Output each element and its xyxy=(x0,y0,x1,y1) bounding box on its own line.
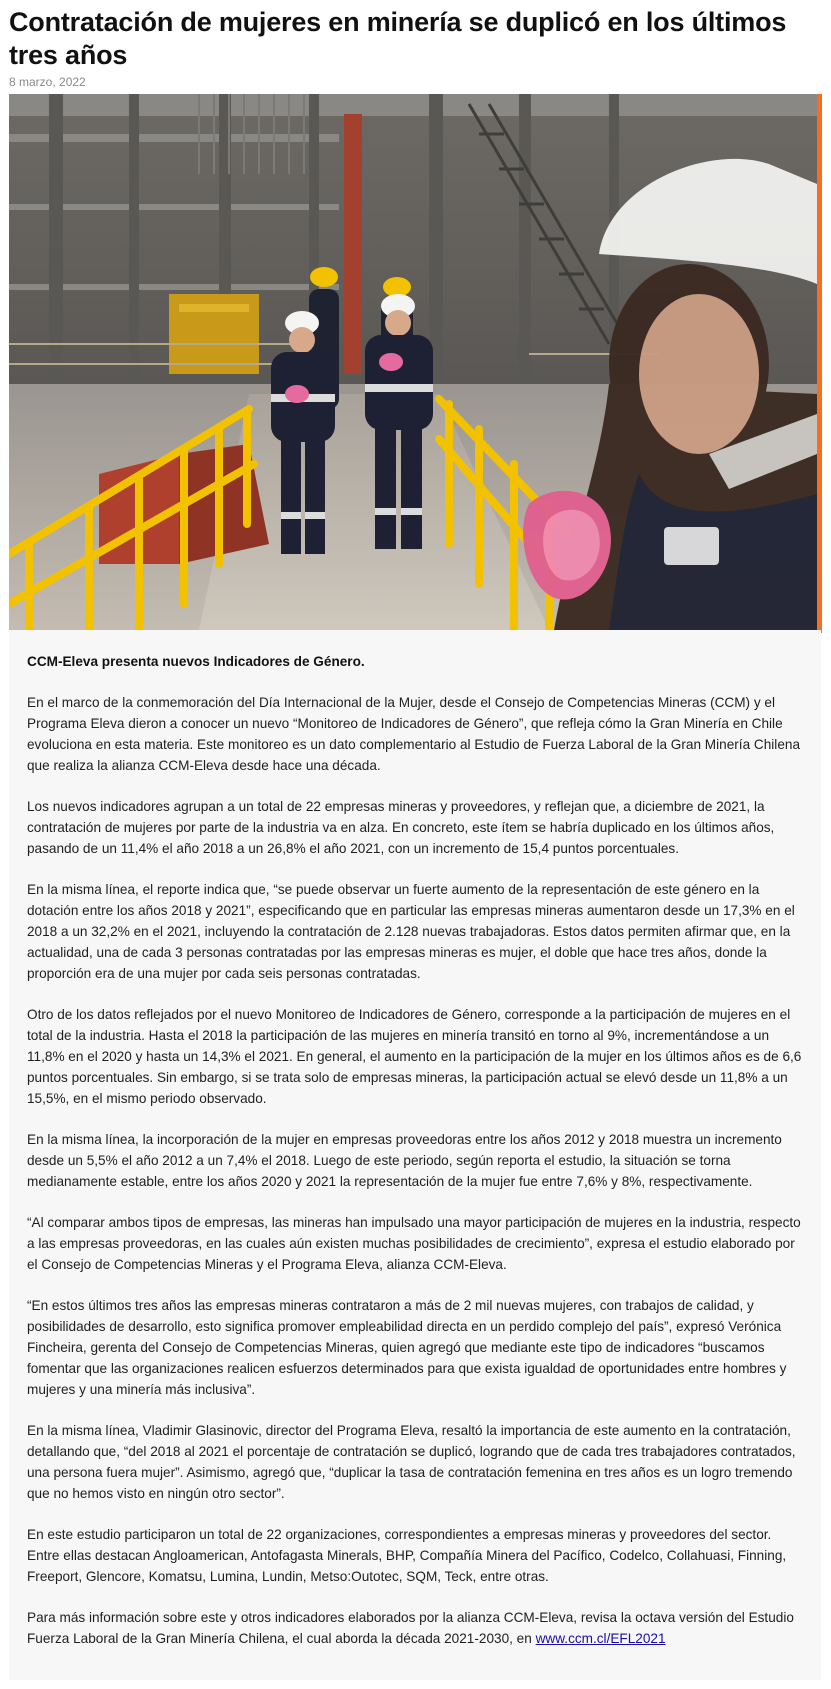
article-lead: CCM-Eleva presenta nuevos Indicadores de Género. xyxy=(27,654,365,669)
article-closing-paragraph xyxy=(27,1607,803,1649)
hero-accent-bar xyxy=(817,94,822,633)
article-paragraph: “En estos últimos tres años las empresas mineras contrataron a más de 2 mil nuevas mujeres, con trabajos de calidad, y posibilidades de desarrollo, esto significa promover empleabilidad directa en un perdido complejo del país”, expresó Verónica Fincheira, gerenta del Consejo de Competencias Mineras, quien agregó que mediante este tipo de indicadores “buscamos fomentar que las organizaciones realicen esfuerzos determinados para que exista igualdad de oportunidades entre hombres y mujeres y una minería más inclusiva”. xyxy=(27,1298,787,1397)
efl2021-link[interactable]: www.ccm.cl/EFL2021 xyxy=(535,1631,666,1646)
hero-illustration xyxy=(9,94,817,630)
article-paragraph: En la misma línea, el reporte indica que, “se puede observar un fuerte aumento de la representación de este género en la dotación entre los años 2018 y 2021”, especificando que en particular las empresas mineras aumentaron desde un 17,3% en el 2018 a un 32,2% en el 2021, incluyendo la contratación de 2.128 nuevas trabajadoras. Estos datos permiten afirmar que, en la actualidad, una de cada 3 personas contratadas por las empresas mineras es mujer, el doble que hace tres años, donde la proporción era de una mujer por cada seis personas contratadas. xyxy=(27,882,795,981)
article-paragraph: “Al comparar ambos tipos de empresas, las mineras han impulsado una mayor participación de mujeres en la industria, respecto a las empresas proveedoras, en las cuales aún existen muchas posibilidades de crecimiento”, expresa el estudio elaborado por el Consejo de Competencias Mineras y el Programa Eleva, alianza CCM-Eleva. xyxy=(27,1215,801,1272)
article-paragraph: En la misma línea, Vladimir Glasinovic, director del Programa Eleva, resaltó la importancia de este aumento en la contratación, detallando que, “del 2018 al 2021 el porcentaje de contratación se duplicó, logrando que de cada tres trabajadores contratados, una persona fuera mujer”. Asimismo, agregó que, “duplicar la tasa de contratación femenina en tres años es un logro tremendo que no hemos visto en ningún otro sector”. xyxy=(27,1423,796,1501)
article-paragraph: En el marco de la conmemoración del Día Internacional de la Mujer, desde el Consejo de Competencias Mineras (CCM) y el Programa Eleva dieron a conocer un nuevo “Monitoreo de Indicadores de Género”, que refleja cómo la Gran Minería en Chile evoluciona en esta materia. Este monitoreo es un dato complementario al Estudio de Fuerza Laboral de la Gran Minería Chilena que realiza la alianza CCM-Eleva desde hace una década. xyxy=(27,695,801,773)
article-paragraph: Los nuevos indicadores agrupan a un total de 22 empresas mineras y proveedores, y reflejan que, a diciembre de 2021, la contratación de mujeres por parte de la industria va en alza. En concreto, este ítem se habría duplicado en los últimos años, pasando de un 11,4% el año 2018 a un 26,8% el año 2021, con un incremento de 15,4 puntos porcentuales. xyxy=(27,799,775,856)
article-paragraph: En este estudio participaron un total de 22 organizaciones, correspondientes a empresas mineras y proveedores del sector. Entre ellas destacan Angloamerican, Antofagasta Minerals, BHP, Compañía Minera del Pacífico, Codelco, Collahuasi, Finning, Freeport, Glencore, Komatsu, Lumina, Lundin, Metso:Outotec, SQM, Teck, entre otras. xyxy=(27,1527,787,1584)
article-date: 8 marzo, 2022 xyxy=(9,75,86,89)
article-paragraph: Otro de los datos reflejados por el nuevo Monitoreo de Indicadores de Género, corresponde a la participación de mujeres en el total de la industria. Hasta el 2018 la participación de las mujeres en minería transitó en torno al 9%, incrementándose a un 11,8% en el 2020 y hasta un 14,3% el 2021. En general, el aumento en la participación de la mujer en los últimos años es de 6,6 puntos porcentuales. Sin embargo, si se trata solo de empresas mineras, la participación actual se elevó desde un 11,8% a un 15,5%, en el mismo periodo observado. xyxy=(27,1007,802,1106)
article-body xyxy=(9,630,821,1680)
hero-image xyxy=(9,94,817,630)
article-paragraph: En la misma línea, la incorporación de la mujer en empresas proveedoras entre los años 2012 y 2018 muestra un incremento desde un 5,5% el año 2012 a un 7,4% el 2018. Luego de este periodo, según reporta el estudio, la situación se torna medianamente estable, entre los años 2020 y 2021 la representación de la mujer fue entre 7,6% y 8%, respectivamente. xyxy=(27,1132,782,1189)
article-title: Contratación de mujeres en minería se duplicó en los últimos tres años xyxy=(9,7,787,70)
closing-text: Para más información sobre este y otros indicadores elaborados por la alianza CCM-Eleva, revisa la octava versión del Estudio Fuerza Laboral de la Gran Minería Chilena, el cual aborda la década 2021-2030, en xyxy=(27,1610,794,1646)
